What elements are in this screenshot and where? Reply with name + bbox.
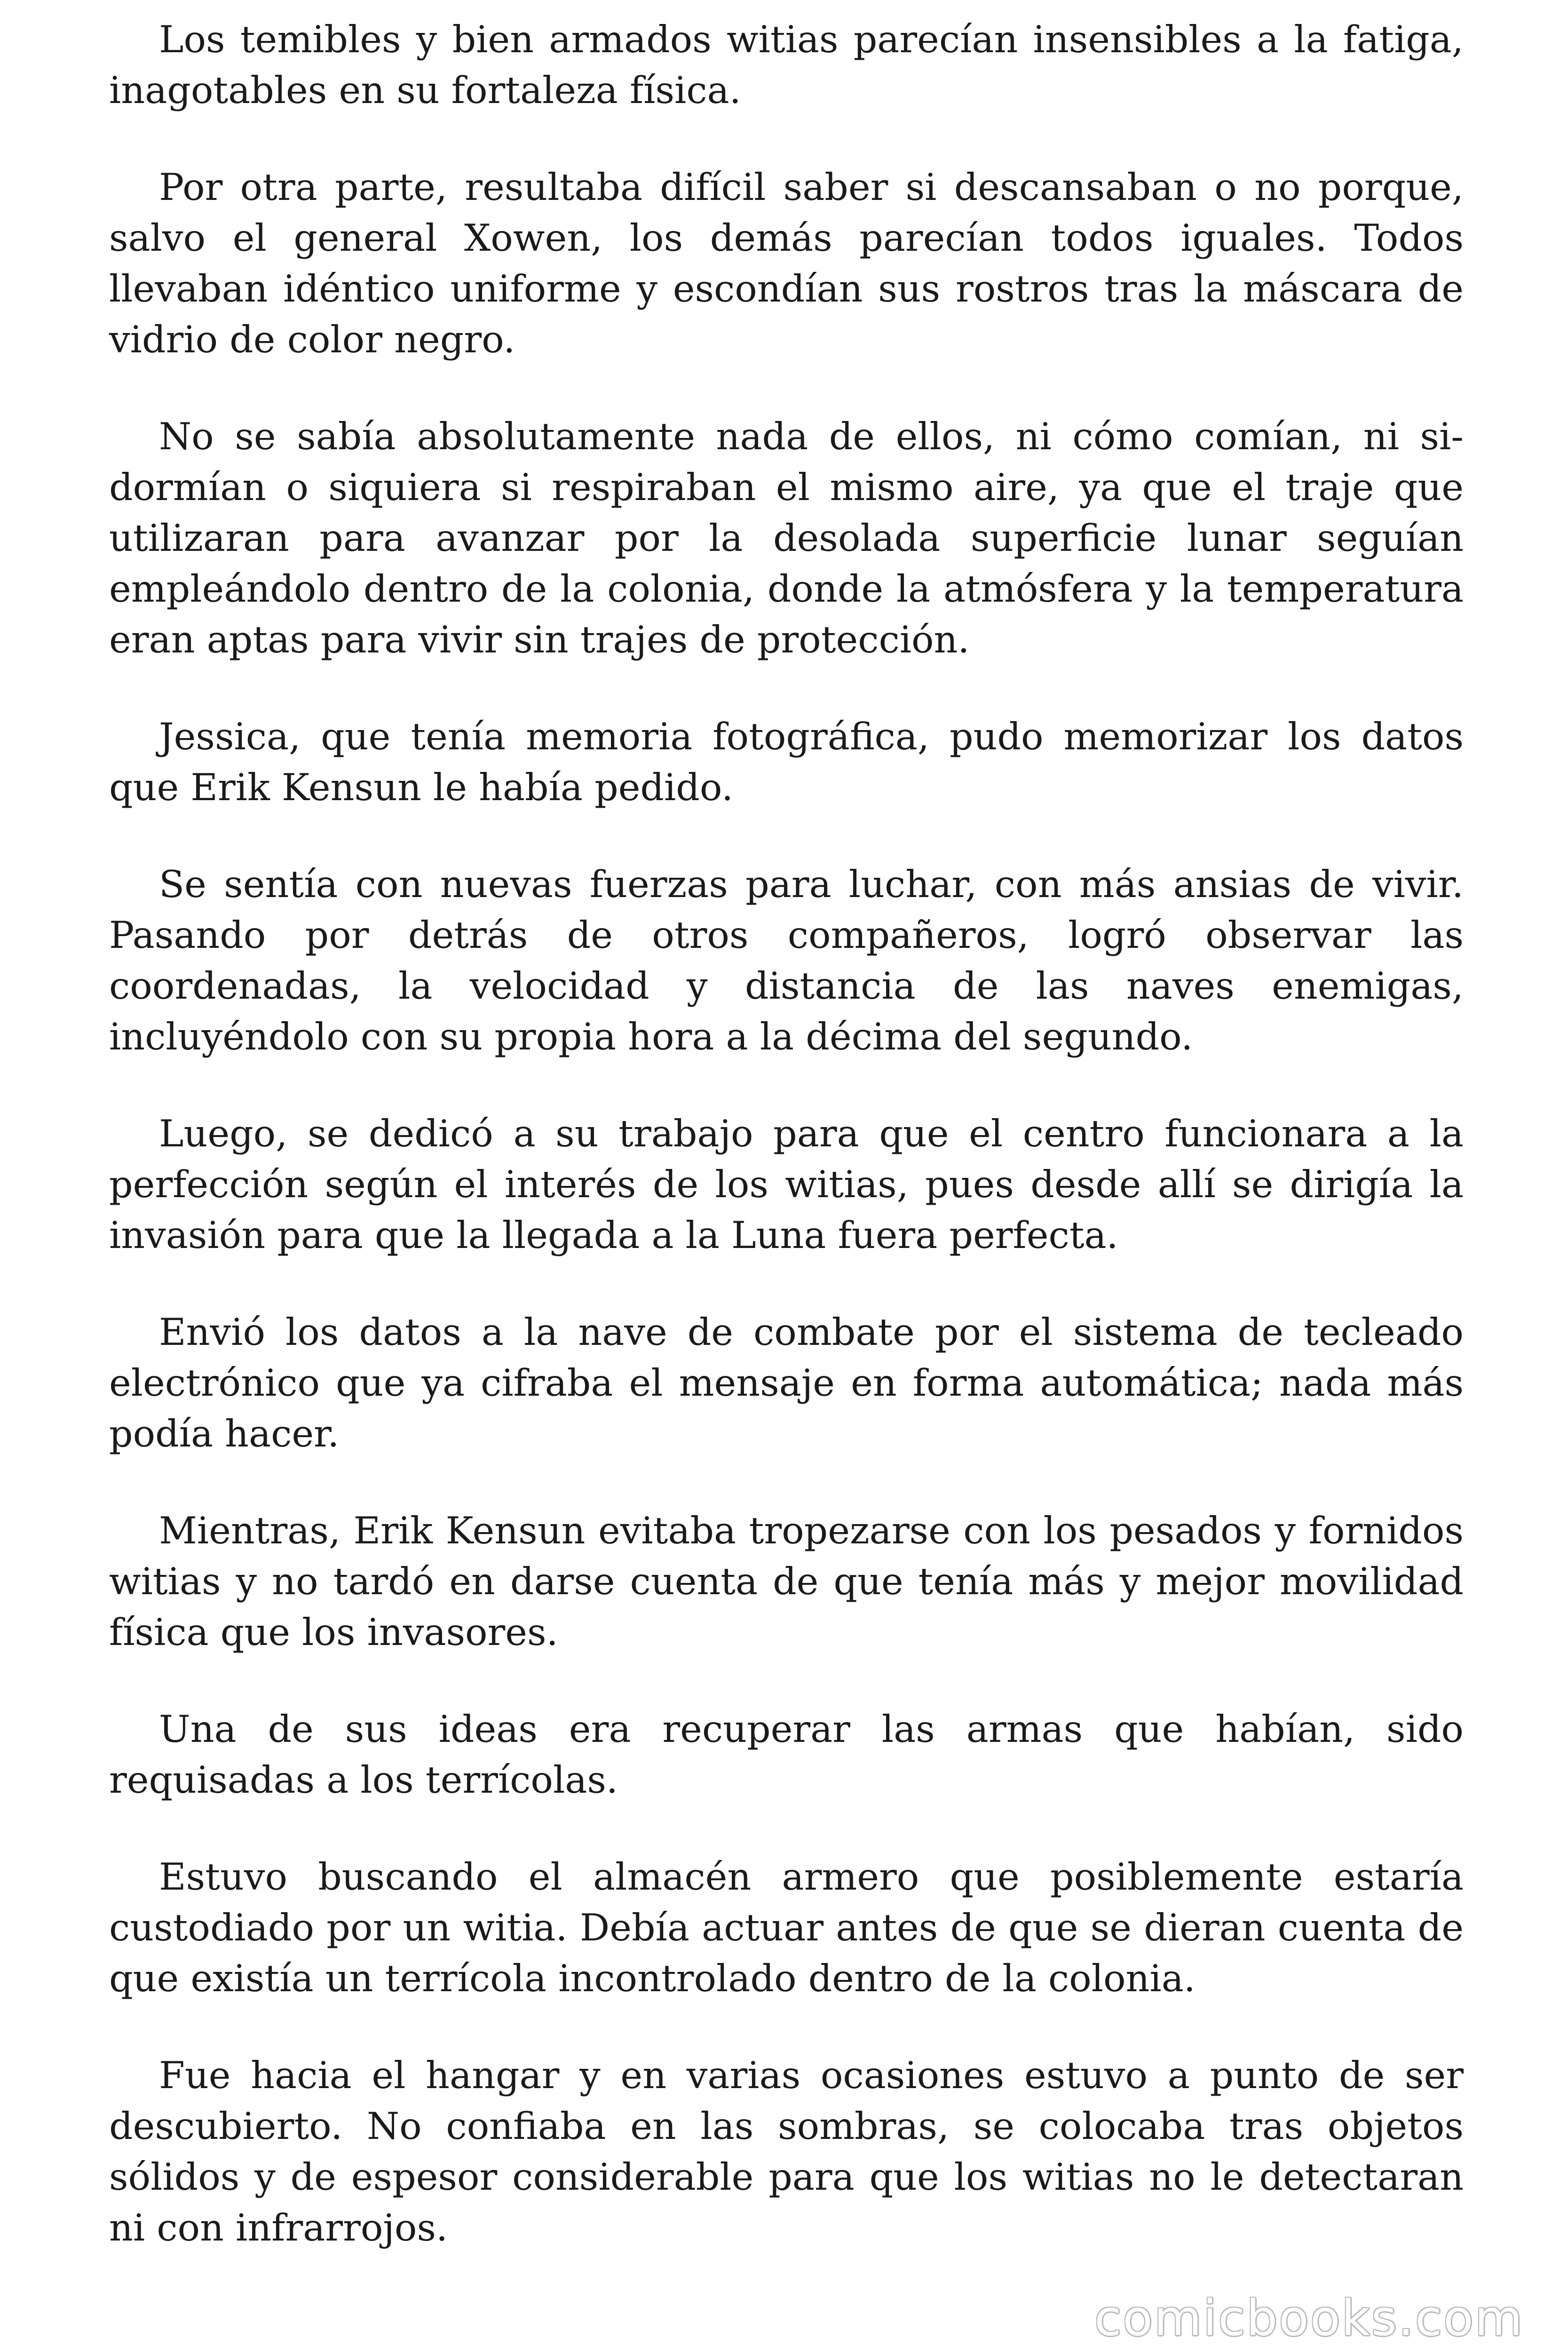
paragraph: Por otra parte, resultaba difícil saber si descansaban o no porque, salvo el general Xowen, los demás parecían todos iguales. Todos llevaban idéntico uniforme y escondían sus rostros tras la máscara de vidrio de color negro. [109,166,1464,361]
paragraph: Fue hacia el hangar y en varias ocasiones estuvo a punto de ser descubierto. No confiaba en las sombras, se colocaba tras objetos sólidos y de espesor considerable para que los witias no le detectaran ni con infrarrojos. [109,2054,1464,2249]
paragraph: Una de sus ideas era recuperar las armas que habían, sido requisadas a los terrícolas. [109,1708,1464,1802]
paragraph: Se sentía con nuevas fuerzas para luchar, con más ansias de vivir. Pasando por detrás de otros compañeros, logró observar las coordenadas, la velocidad y distancia de las naves enemigas, incluyéndolo con su propia hora a la décima del segundo. [109,863,1464,1058]
paragraph: Los temibles y bien armados witias parecían insensibles a la fatiga, inagotables en su fortaleza física. [109,18,1464,112]
watermark-logo: comicbooks.com [1094,2289,1524,2347]
paragraph: Estuvo buscando el almacén armero que posiblemente estaría custodiado por un witia. Debía actuar antes de que se dieran cuenta de que existía un terrícola incontrolado dentro de la colonia. [109,1855,1464,2000]
paragraph: Luego, se dedicó a su trabajo para que el centro funcionara a la perfección según el interés de los witias, pues desde allí se dirigía la invasión para que la llegada a la Luna fuera perfecta. [109,1112,1464,1257]
paragraph: Mientras, Erik Kensun evitaba tropezarse con los pesados y fornidos witias y no tardó en darse cuenta de que tenía más y mejor movilidad física que los invasores. [109,1509,1464,1654]
paragraph: Jessica, que tenía memoria fotográfica, pudo memorizar los datos que Erik Kensun le había pedido. [109,715,1464,809]
page-text [109,14,1464,2253]
paragraph: Envió los datos a la nave de combate por el sistema de tecleado electrónico que ya cifraba el mensaje en forma automática; nada más podía hacer. [109,1311,1464,1455]
paragraph: No se sabía absolutamente nada de ellos, ni cómo comían, ni sidormían o siquiera si respiraban el mismo aire, ya que el traje que utilizaran para avanzar por la desolada superficie lunar seguían empleándolo dentro de la colonia, donde la atmósfera y la temperatura eran aptas para vivir sin trajes de protección. [109,415,1464,661]
